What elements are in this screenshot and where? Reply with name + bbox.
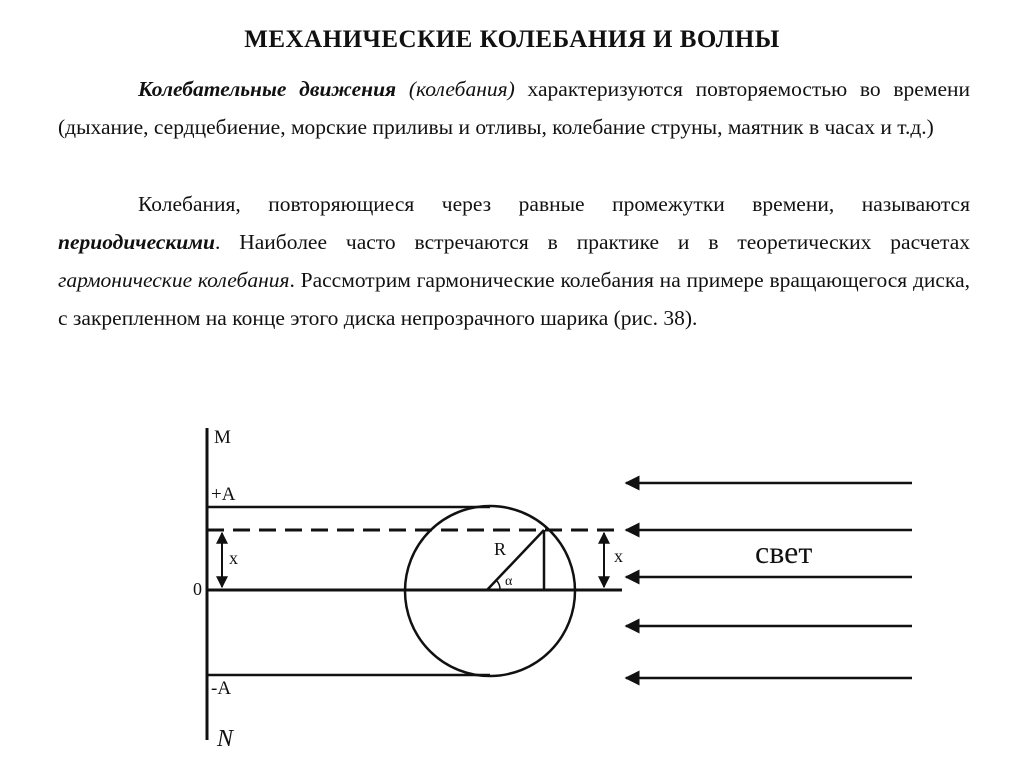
- label-x-right: x: [614, 546, 623, 566]
- term-harmonic-oscillations: гармонические колебания: [58, 268, 290, 292]
- light-arrows: [626, 483, 912, 678]
- label-plus-a: +A: [211, 484, 236, 505]
- label-light: свет: [755, 534, 813, 570]
- label-minus-a: -A: [211, 678, 232, 699]
- term-oscillatory-motion: Колебательные движения: [138, 77, 397, 101]
- term-oscillations: (колебания): [408, 77, 515, 101]
- paragraph-2-text-1: Колебания, повторяющиеся через равные промежутки времени, называются: [138, 192, 970, 216]
- label-alpha: α: [505, 574, 513, 589]
- page-title: МЕХАНИЧЕСКИЕ КОЛЕБАНИЯ И ВОЛНЫ: [244, 26, 780, 53]
- label-n: N: [217, 726, 234, 752]
- label-x-left: x: [229, 548, 238, 568]
- label-zero: 0: [193, 579, 202, 599]
- label-r: R: [494, 539, 507, 559]
- paragraph-2-text-2: . Наиболее часто встречаются в практике и в теоретических расчетах: [214, 230, 970, 254]
- paragraph-2-text-3: . Рассмотрим гармонические колебания на примере вращающегося диска, с закрепленном на конце этого диска непрозрачного шарика (рис. 38).: [58, 268, 970, 330]
- label-m: M: [214, 427, 231, 448]
- term-periodic: периодическими: [58, 230, 215, 254]
- paragraph-1-text: характеризуются повторяемостью во времени (дыхание, сердцебиение, морские приливы и отливы, колебание струны, маятник в часах и т.д.): [58, 77, 970, 139]
